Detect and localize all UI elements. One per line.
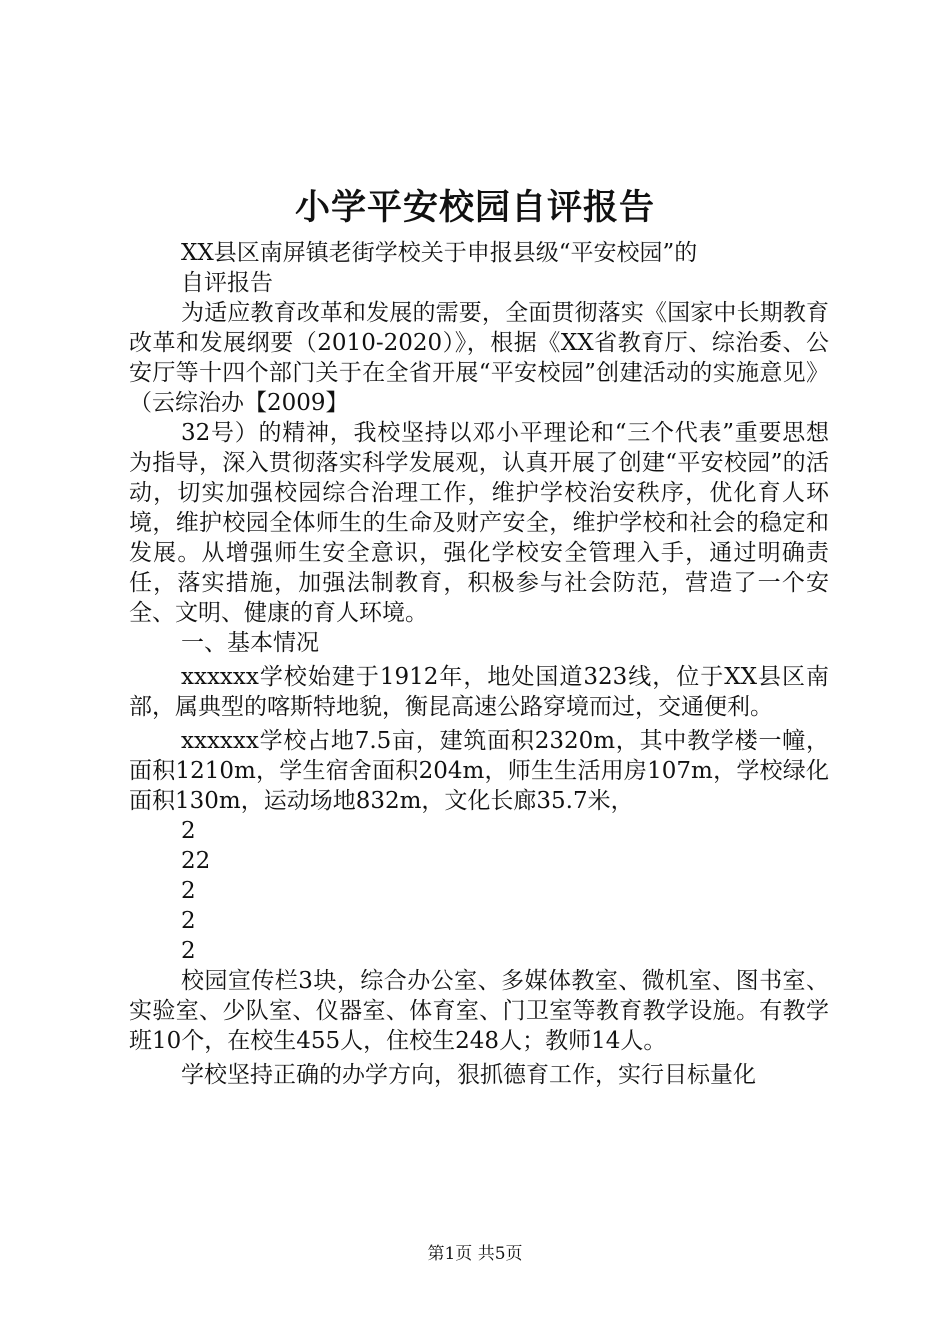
superscript-line: 2 <box>181 818 196 844</box>
paragraph-school-area: xxxxxx学校占地7.5亩，建筑面积2320m，其中教学楼一幢，面积1210m，学生宿舍面积204m，师生生活用房107m，学校绿化面积130m，运动场地832m，文化长廊35.7米， <box>129 728 829 814</box>
superscript-line: 2 <box>181 938 196 964</box>
paragraph-spirit: 32号）的精神，我校坚持以邓小平理论和“三个代表”重要思想为指导，深入贯彻落实科学发展观，认真开展了创建“平安校园”的活动，切实加强校园综合治理工作，维护学校治安秩序，优化育人环境，维护校园全体师生的生命及财产安全，维护学校和社会的稳定和发展。从增强师生安全意识，强化学校安全管理入手，通过明确责任，落实措施，加强法制教育，积极参与社会防范，营造了一个安全、文明、健康的育人环境。 <box>129 420 829 626</box>
section-heading-basic-situation: 一、基本情况 <box>181 630 319 656</box>
superscript-line: 2 <box>181 908 196 934</box>
subtitle-line-2: 自评报告 <box>181 270 273 296</box>
paragraph-direction: 学校坚持正确的办学方向，狠抓德育工作，实行目标量化 <box>181 1062 756 1088</box>
paragraph-school-history: xxxxxx学校始建于1912年，地处国道323线，位于XX县区南部，属典型的喀斯特地貌，衡昆高速公路穿境而过，交通便利。 <box>129 664 829 720</box>
superscript-line: 2 <box>181 878 196 904</box>
paragraph-facilities: 校园宣传栏3块，综合办公室、多媒体教室、微机室、图书室、实验室、少队室、仪器室、体育室、门卫室等教育教学设施。有教学班10个，在校生455人，住校生248人；教师14人。 <box>129 968 829 1054</box>
superscript-line: 22 <box>181 848 211 874</box>
subtitle-line-1: XX县区南屏镇老街学校关于申报县级“平安校园”的 <box>181 240 698 266</box>
document-title: 小学平安校园自评报告 <box>294 187 655 228</box>
paragraph-intro: 为适应教育改革和发展的需要，全面贯彻落实《国家中长期教育改革和发展纲要（2010-2020）》，根据《XX省教育厅、综治委、公安厅等十四个部门关于在全省开展“平安校园”创建活动的实施意见》（云综治办【2009】 <box>129 300 829 416</box>
document-body <box>129 238 829 1090</box>
page-footer: 第1页 共5页 <box>427 1244 523 1264</box>
